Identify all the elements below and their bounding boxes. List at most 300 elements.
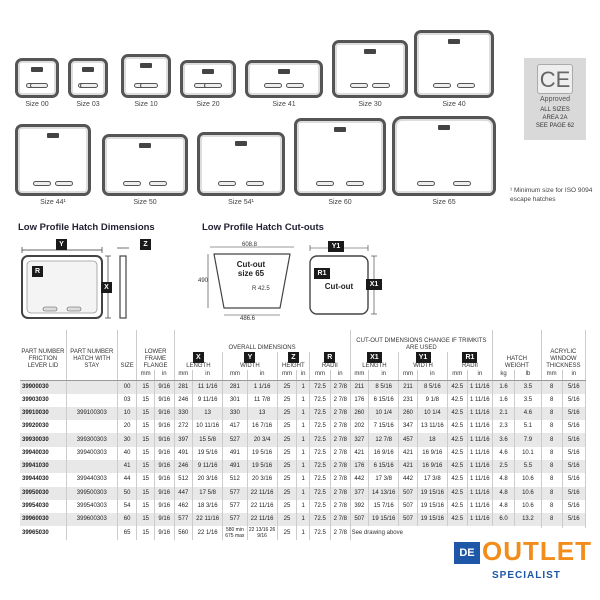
unit-cell: mm [541,370,562,380]
unit-cell: in [154,370,174,380]
table-row [20,394,586,407]
table-cell: 42.5 [447,433,467,446]
unit-cell: mm [310,370,331,380]
cutout-65-drawing [198,238,302,324]
table-cell: 5/16 [562,433,585,446]
hatch-size-54 [197,132,285,208]
spec-table [20,330,586,540]
latch-left [417,181,435,186]
header-cut-radii-label: RADII [461,363,478,369]
table-row [20,420,586,433]
header-cutout: CUT-OUT DIMENSIONS CHANGE IF TRIMKITS ARE USED [350,330,493,352]
table-cell: 13 11/16 [417,420,447,433]
unit-cell: in [417,370,447,380]
hatch-tab [47,133,59,138]
logo-outlet-word: OUTLET [482,536,592,566]
latch-right [457,83,475,88]
table-cell: 399100303 [66,407,117,420]
table-cell: 15 [137,380,154,394]
table-cell: 15 [137,433,154,446]
table-cell: 22 1/16 [193,526,223,539]
header-acrylic: ACRYLIC WINDOW THICKNESS [541,330,585,370]
table-cell: 9/16 [154,526,174,539]
table-cell: 9/16 [154,420,174,433]
header-height-label: HEIGHT [282,363,305,369]
table-cell: 17 5/8 [193,487,223,500]
header-radii-r [310,352,351,370]
unit-cell: kg [493,370,515,380]
table-cell: 1.6 [493,380,515,394]
unit-cell: lb [515,370,542,380]
table-cell: 72.5 [310,407,331,420]
table-cell: 19 15/16 [369,513,399,526]
cutout-65-height: 490 [198,278,209,284]
unit-cell: mm [399,370,418,380]
units-row [20,370,586,380]
table-cell: 527 [223,433,247,446]
header-part-friction: PART NUMBER FRICTION LEVER LID [20,330,66,370]
table-cell: 347 [399,420,418,433]
table-cell: 9/16 [154,433,174,446]
table-cell: 13.2 [515,513,542,526]
escape-hatch-footnote: ¹ Minimum size for ISO 9094 escape hatches [510,187,593,203]
table-cell: 421 [350,447,369,460]
table-cell: 15 5/8 [193,433,223,446]
latch-right [149,181,167,186]
hatch-frame [121,54,171,98]
hatch-label: Size 03 [76,101,100,108]
unit-cell: in [562,370,585,380]
cutout-note-cell: See drawing above [350,526,541,539]
spec-table-body [20,380,586,540]
table-cell: 10 1/4 [369,407,399,420]
cutouts-heading: Low Profile Hatch Cut-outs [202,222,324,233]
part-number-cell: 39903030 [20,394,66,407]
cutout-65-radius: R 42.5 [252,286,270,292]
table-cell: 15 [137,460,154,473]
table-cell: 8 [541,447,562,460]
table-cell: 8 [541,500,562,513]
table-cell: 25 [277,526,297,539]
hatch-tab [364,49,376,54]
table-cell: 10 [117,407,137,420]
table-cell: 491 [223,460,247,473]
table-cell: 15 [137,473,154,486]
table-cell: 246 [174,460,193,473]
table-cell: 18 [417,433,447,446]
table-cell: 42.5 [447,447,467,460]
table-cell: 72.5 [310,447,331,460]
part-number-cell: 39960030 [20,513,66,526]
header-part-stay: PART NUMBER HATCH WITH STAY [66,330,117,370]
table-cell: 25 [277,460,297,473]
table-cell: 272 [174,420,193,433]
header-cut-length-label: LENGTH [362,363,387,369]
table-cell: 03 [117,394,137,407]
hatch-label: Size 41 [272,101,296,108]
header-overall: OVERALL DIMENSIONS [174,330,350,352]
part-number-cell: 39965030 [20,526,66,539]
table-cell: 176 [350,394,369,407]
hatch-label: Size 54¹ [228,199,254,206]
table-cell: 512 [223,473,247,486]
table-cell: 3.6 [493,433,515,446]
table-cell: 2 7/8 [330,526,350,539]
unit-cell: in [369,370,399,380]
dim-y1-label: Y1 [328,241,344,252]
table-cell: 462 [174,500,193,513]
part-number-cell: 39950030 [20,487,66,500]
table-cell: 17 3/8 [369,473,399,486]
header-lower-frame: LOWER FRAME FLANGE [137,330,174,370]
cutout-65-title-line: size 65 [237,269,265,278]
hatch-frame [245,60,323,98]
table-cell: 19 15/16 [417,513,447,526]
table-cell: 44 [117,473,137,486]
header-length-x1 [350,352,399,370]
table-cell: 507 [350,513,369,526]
table-cell: 507 [399,487,418,500]
latch-right [453,181,471,186]
latch-left [218,181,236,186]
table-cell: 4.8 [493,473,515,486]
cutout-65-diagram [198,238,302,324]
hatch-tab [334,127,346,132]
latch-right [140,83,158,88]
table-row [20,407,586,420]
table-cell: 25 [277,447,297,460]
table-cell: 231 [399,394,418,407]
hatch-frame [15,58,59,98]
table-cell: 2 7/8 [330,447,350,460]
latch-left [123,181,141,186]
unit-cell: mm [137,370,154,380]
table-cell: 9/16 [154,407,174,420]
table-cell: 9/16 [154,513,174,526]
table-cell: 4.6 [515,407,542,420]
table-cell: 10.6 [515,473,542,486]
hatch-size-20 [180,60,236,110]
dimension-diagram [14,238,164,320]
hatch-label: Size 30 [358,101,382,108]
part-number-cell: 39941030 [20,460,66,473]
table-cell: 9 11/16 [193,460,223,473]
table-cell: 8 [541,394,562,407]
table-cell: 42.5 [447,420,467,433]
table-cell: 5/16 [562,513,585,526]
table-cell [66,420,117,433]
logo-de-badge: DE [454,542,480,564]
table-cell: 2 7/8 [330,420,350,433]
table-cell: 10.1 [515,447,542,460]
table-cell: 72.5 [310,460,331,473]
hatch-label: Size 00 [25,101,49,108]
table-cell: 4.6 [493,447,515,460]
table-cell: 10 11/16 [193,420,223,433]
ce-approval-box [524,58,586,140]
latch-right [30,83,48,88]
hatch-size-10 [121,54,171,110]
table-cell: 25 [277,394,297,407]
table-cell: 211 [399,380,418,394]
hatch-frame [414,30,494,98]
logo-specialist-word: SPECIALIST [492,570,561,581]
table-cell: 5.5 [515,460,542,473]
badge-z: Z [288,352,299,363]
table-cell: 330 [223,407,247,420]
table-cell: 20 [117,420,137,433]
table-cell: 9/16 [154,473,174,486]
cutout-65-bottom-width: 486.6 [240,316,256,322]
table-cell: 399600303 [66,513,117,526]
table-cell: 19 5/16 [193,447,223,460]
table-row [20,460,586,473]
table-cell: 1 [297,380,310,394]
latch-right [246,181,264,186]
table-cell: 512 [174,473,193,486]
table-row [20,487,586,500]
table-cell: 13 [193,407,223,420]
table-cell: 12 7/8 [369,433,399,446]
table-cell: 54 [117,500,137,513]
table-cell: 65 [117,526,137,539]
table-cell: 15 [137,500,154,513]
unit-cell: mm [350,370,369,380]
table-cell: 1 [297,513,310,526]
table-cell [66,380,117,394]
table-cell: 72.5 [310,394,331,407]
table-cell: 20 3/16 [193,473,223,486]
unit-cell: mm [277,370,297,380]
table-cell: 25 [277,433,297,446]
hatch-tab [82,67,94,72]
table-cell: 42.5 [447,500,467,513]
table-cell: 9/16 [154,394,174,407]
hatch-label: Size 60 [328,199,352,206]
ce-mark-icon: CE [537,64,573,94]
table-cell: 22 13/16 26 9/16 [248,527,276,540]
table-cell: 2 7/8 [330,473,350,486]
table-cell: 447 [174,487,193,500]
dim-r-label: R [32,266,43,277]
hatch-size-44 [15,124,91,208]
table-cell: 16 7/16 [247,420,277,433]
table-cell: 8 [541,487,562,500]
table-cell: 15 7/16 [369,500,399,513]
table-cell: 577 [174,513,193,526]
part-number-cell: 39920030 [20,420,66,433]
header-width-label: WIDTH [240,363,260,369]
table-cell: 15 [137,513,154,526]
table-cell: 16 9/16 [417,447,447,460]
table-cell: 2 7/8 [330,500,350,513]
table-cell: 42.5 [447,473,467,486]
table-row [20,513,586,526]
table-cell: 19 5/16 [247,447,277,460]
table-cell: 8 [541,433,562,446]
table-cell [66,394,117,407]
cutout-generic-title: Cut-out [324,282,354,291]
table-cell: 16 9/16 [417,460,447,473]
badge-x1: X1 [367,352,382,363]
table-cell: 577 [223,500,247,513]
table-cell: 330 [174,407,193,420]
table-cell: 72.5 [310,433,331,446]
table-cell: 9/16 [154,500,174,513]
badge-r: R [324,352,335,363]
header-hatch-weight: HATCH WEIGHT [493,330,542,370]
table-cell: 72.5 [310,380,331,394]
table-cell: 1 [297,447,310,460]
table-cell: 211 [350,380,369,394]
table-cell: 457 [399,433,418,446]
ce-note-line: AREA 2A [542,115,568,121]
table-cell: 22 11/16 [193,513,223,526]
table-cell: 42.5 [447,487,467,500]
table-cell: 15 [137,526,154,539]
table-cell: 397 [174,433,193,446]
table-cell: 25 [277,420,297,433]
table-cell: 7.9 [515,433,542,446]
latch-left [264,83,282,88]
table-cell: 15 [137,420,154,433]
table-cell: 9 1/8 [417,394,447,407]
table-cell: 6 15/16 [369,460,399,473]
table-cell: 10.6 [515,487,542,500]
cutout-65-top-width: 608.8 [242,242,258,248]
table-cell: 19 15/16 [417,500,447,513]
ce-note-line: SEE PAGE 62 [535,123,575,129]
hatch-label: Size 20 [196,101,220,108]
table-cell: 1 [297,407,310,420]
hatch-size-30 [332,40,408,110]
part-number-cell: 39954030 [20,500,66,513]
table-cell: 9/16 [154,487,174,500]
hatch-label: Size 40 [442,101,466,108]
table-cell: 60 [117,513,137,526]
table-cell: 9/16 [154,460,174,473]
table-cell: 72.5 [310,473,331,486]
table-cell: 72.5 [310,500,331,513]
table-cell: 1 11/16 [467,394,493,407]
dim-r1-label: R1 [314,268,330,279]
ce-approved-label: Approved [540,96,570,103]
unit-cell [66,370,117,380]
table-cell: 15 [137,407,154,420]
table-cell: 260 [399,407,418,420]
table-row [20,447,586,460]
table-cell: 10.6 [515,500,542,513]
table-cell: 15 [137,394,154,407]
hatch-frame [392,116,496,196]
table-cell: 8 5/16 [369,380,399,394]
table-cell: 421 [399,460,418,473]
table-cell: 5/16 [562,487,585,500]
latch-left [316,181,334,186]
table-cell: 22 11/16 [247,487,277,500]
table-cell: 20 3/16 [247,473,277,486]
table-cell: 260 [350,407,369,420]
unit-cell: in [193,370,223,380]
table-cell: 25 [277,513,297,526]
table-cell: 8 5/16 [417,380,447,394]
table-cell: 1 [297,526,310,539]
dim-x-label: X [101,282,112,293]
part-number-cell: 39944030 [20,473,66,486]
table-row [20,433,586,446]
header-length-label: LENGTH [186,363,211,369]
table-cell: 3.5 [515,380,542,394]
hatch-frame [332,40,408,98]
table-cell: 6 15/16 [369,394,399,407]
latch-left [433,83,451,88]
table-cell: 417 [223,420,247,433]
table-cell: 281 [174,380,193,394]
dimension-drawing [14,238,164,320]
table-cell: 16 9/16 [369,447,399,460]
table-row [20,473,586,486]
table-cell: 1 [297,460,310,473]
table-cell: 8 [541,513,562,526]
hatch-frame [102,134,188,196]
table-cell: 4.8 [493,487,515,500]
table-cell: 25 [277,380,297,394]
table-cell: 392 [350,500,369,513]
table-cell: 72.5 [310,513,331,526]
header-cut-width-label: WIDTH [413,363,433,369]
table-cell: 1 11/16 [467,433,493,446]
hatch-size-03 [68,58,108,110]
latch-right [346,181,364,186]
hatch-tab [140,63,152,68]
hatch-size-50 [102,134,188,208]
hatch-size-00 [15,58,59,110]
table-cell: 399500303 [66,487,117,500]
ce-note [524,106,586,130]
table-cell: 1 [297,473,310,486]
table-cell: 1 [297,500,310,513]
table-cell: 72.5 [310,420,331,433]
table-cell: 6.0 [493,513,515,526]
table-cell: 42.5 [447,394,467,407]
table-cell [66,460,117,473]
table-cell: 8 [541,407,562,420]
table-cell: 281 [223,380,247,394]
table-cell: 1 11/16 [467,473,493,486]
header-radii-r1 [447,352,492,370]
table-cell: 22 11/16 [247,500,277,513]
header-width-y1 [399,352,448,370]
table-cell: 1 11/16 [467,487,493,500]
part-number-cell: 39900030 [20,380,66,394]
table-cell: 50 [117,487,137,500]
hatch-tab [31,67,43,72]
table-cell: 421 [399,447,418,460]
table-cell: 176 [350,460,369,473]
table-cell: 13 [247,407,277,420]
header-height-z [277,352,309,370]
unit-cell: in [297,370,310,380]
table-cell: 10 1/4 [417,407,447,420]
table-cell: 41 [117,460,137,473]
table-cell: 19 15/16 [417,487,447,500]
table-cell: 2 7/8 [330,460,350,473]
table-cell [66,526,117,539]
hatch-size-40 [414,30,494,110]
table-cell: 00 [117,380,137,394]
table-cell: 11 7/8 [247,394,277,407]
latch-right [80,83,98,88]
